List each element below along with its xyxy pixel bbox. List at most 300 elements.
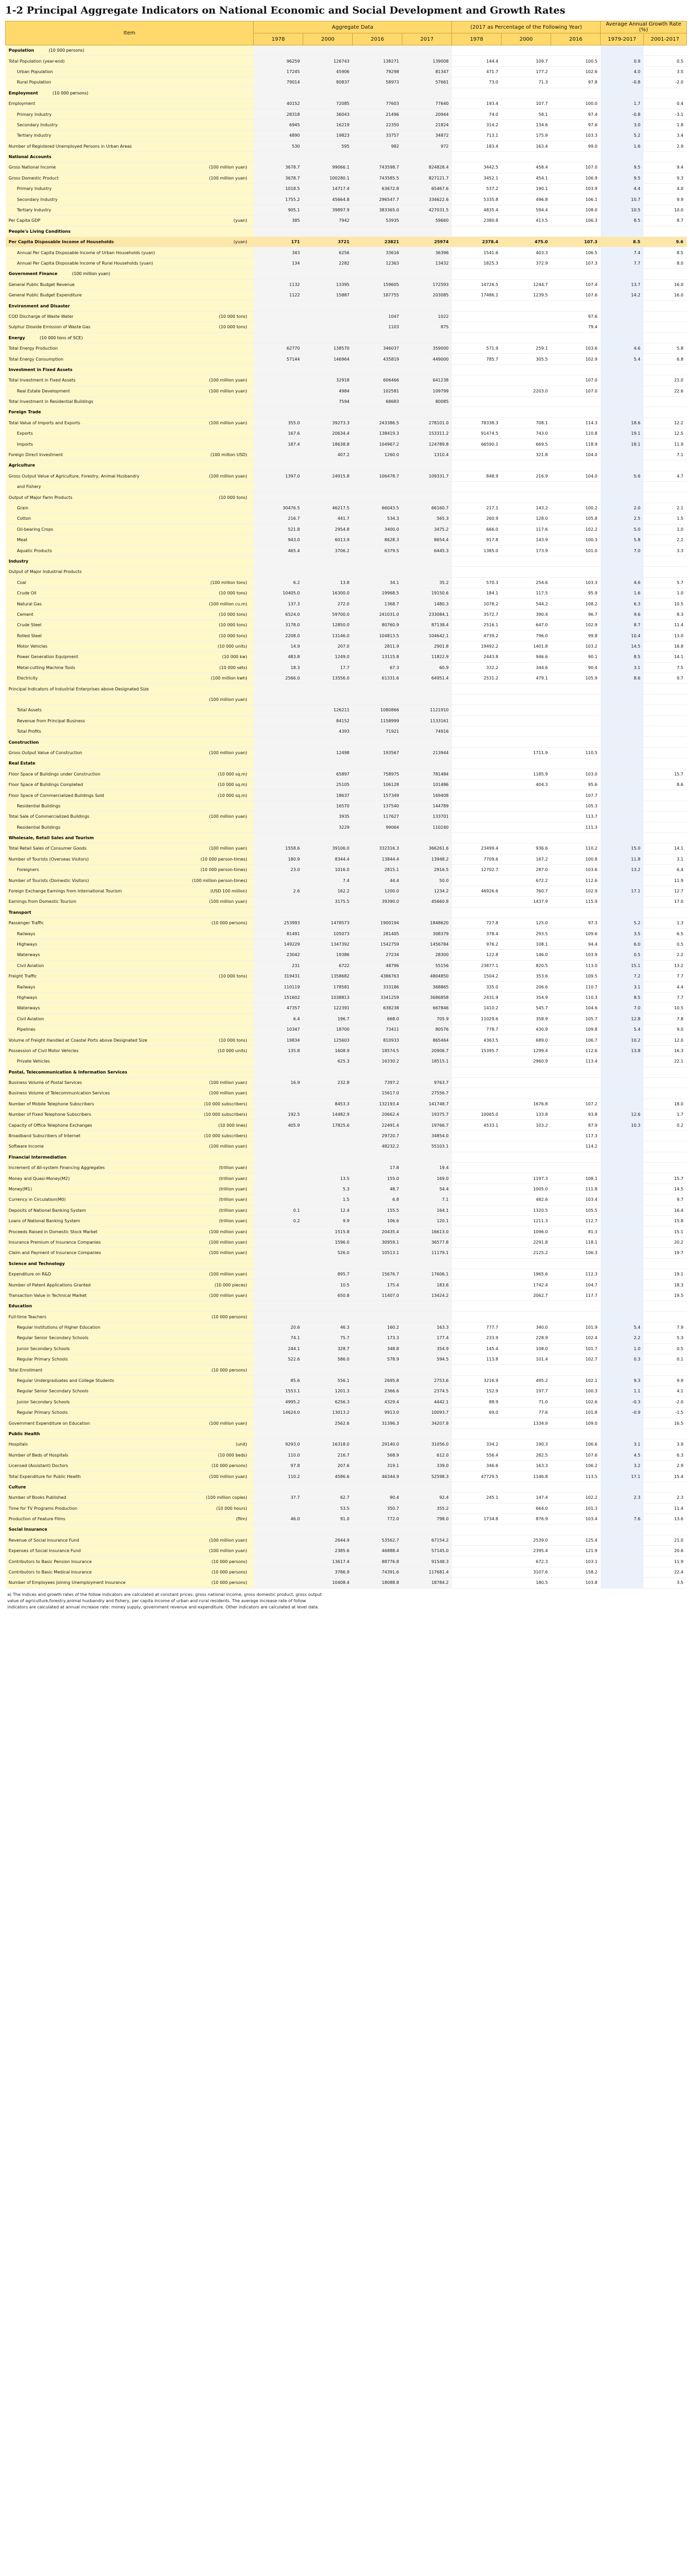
percentage-value: 109.8	[551, 1024, 601, 1034]
section-title	[6, 1524, 254, 1535]
aggregate-value	[254, 386, 303, 396]
growth-rate-value: 18.0	[643, 1099, 686, 1109]
percentage-value	[452, 482, 502, 492]
aggregate-value: 54.4	[402, 1184, 452, 1194]
aggregate-value: 16219	[303, 120, 353, 130]
indicator-label: Construction	[8, 740, 39, 745]
growth-rate-value: 6.0	[601, 939, 643, 949]
table-row	[6, 843, 687, 854]
percentage-value	[502, 1428, 551, 1439]
growth-rate-value: 9.5	[601, 162, 643, 173]
percentage-value: 90.1	[551, 652, 601, 662]
growth-rate-value: 16.0	[643, 290, 686, 300]
aggregate-value	[254, 694, 303, 705]
percentage-value: 97.6	[551, 120, 601, 130]
aggregate-value	[353, 1301, 402, 1311]
percentage-value	[502, 758, 551, 769]
percentage-value	[551, 684, 601, 694]
growth-rate-value	[643, 88, 686, 98]
percentage-value	[551, 1088, 601, 1099]
aggregate-value: 4984	[303, 386, 353, 396]
percentage-value	[502, 407, 551, 418]
table-row	[6, 992, 687, 1003]
growth-rate-value	[601, 684, 643, 694]
aggregate-value	[303, 1141, 353, 1152]
indicator-label: Grain	[17, 505, 29, 510]
growth-rate-value: 1.6	[601, 141, 643, 151]
percentage-value: 107.0	[551, 375, 601, 386]
indicator-name	[6, 141, 254, 151]
growth-rate-value	[601, 726, 643, 737]
aggregate-value: 1103	[353, 322, 402, 332]
table-row	[6, 354, 687, 364]
indicator-name	[6, 1546, 254, 1556]
aggregate-value: 606466	[353, 375, 402, 386]
aggregate-value: 1347392	[303, 939, 353, 949]
indicator-name	[6, 1184, 254, 1194]
aggregate-value	[254, 1248, 303, 1258]
growth-rate-value: 13.8	[601, 1045, 643, 1056]
aggregate-value: 28318	[254, 109, 303, 120]
aggregate-value	[303, 151, 353, 162]
percentage-value	[502, 812, 551, 822]
indicator-name	[6, 1503, 254, 1513]
percentage-value: 785.7	[452, 354, 502, 364]
indicator-name	[6, 1354, 254, 1365]
table-row	[6, 1141, 687, 1152]
aggregate-value: 243386.5	[353, 418, 402, 428]
percentage-value: 107.7	[502, 98, 551, 109]
header-pct-year: 2016	[551, 33, 601, 45]
percentage-value: 17486.1	[452, 290, 502, 300]
aggregate-value: 99064	[353, 822, 402, 832]
growth-rate-value	[643, 705, 686, 715]
indicator-label: Claim and Payment of Insurance Companies	[8, 1250, 101, 1256]
table-row	[6, 1110, 687, 1120]
indicator-unit: (100 million copies)	[206, 1495, 247, 1500]
indicator-name	[6, 854, 254, 864]
growth-rate-value	[643, 1163, 686, 1173]
growth-rate-value	[643, 1077, 686, 1088]
indicator-label: Environment and Disaster	[8, 303, 70, 308]
aggregate-value: 18088.8	[353, 1578, 402, 1588]
indicator-label: Full-time Teachers	[8, 1314, 46, 1319]
aggregate-value: 15887	[303, 290, 353, 300]
table-row	[6, 1163, 687, 1173]
aggregate-value: 102581	[353, 386, 402, 396]
aggregate-value: 4995.2	[254, 1397, 303, 1407]
percentage-value	[452, 407, 502, 418]
growth-rate-value	[643, 407, 686, 418]
aggregate-value: 4386763	[353, 971, 402, 981]
indicator-name	[6, 662, 254, 673]
aggregate-value	[254, 449, 303, 460]
indicator-name	[6, 1365, 254, 1375]
aggregate-value: 1249.0	[303, 652, 353, 662]
aggregate-value: 1201.3	[303, 1386, 353, 1397]
growth-rate-value	[601, 1056, 643, 1067]
aggregate-value: 355.0	[254, 418, 303, 428]
table-row	[6, 1088, 687, 1099]
indicator-unit: (100 million yuan)	[209, 1421, 247, 1426]
percentage-value	[452, 1077, 502, 1088]
aggregate-value: 207.0	[303, 641, 353, 651]
indicator-name	[6, 514, 254, 524]
percentage-value: 144.4	[452, 56, 502, 66]
growth-rate-value	[601, 790, 643, 801]
aggregate-value: 1310.4	[402, 449, 452, 460]
header-agg-year: 1978	[254, 33, 303, 45]
aggregate-value: 1608.9	[303, 1045, 353, 1056]
percentage-value: 372.9	[502, 258, 551, 268]
indicator-label: Number of Mobile Telephone Subscribers	[8, 1101, 94, 1106]
percentage-value	[452, 396, 502, 407]
percentage-value: 102.2	[551, 524, 601, 534]
aggregate-value: 57661	[402, 77, 452, 88]
aggregate-value: 19375.7	[402, 1110, 452, 1120]
percentage-value: 344.6	[502, 662, 551, 673]
aggregate-value: 74916	[402, 726, 452, 737]
percentage-value: 647.0	[502, 620, 551, 630]
table-row	[6, 1077, 687, 1088]
indicator-unit: (100 million yuan)	[209, 165, 247, 170]
indicator-name	[6, 918, 254, 928]
growth-rate-value	[643, 1524, 686, 1535]
aggregate-value: 17825.6	[303, 1120, 353, 1130]
percentage-value	[551, 758, 601, 769]
aggregate-value: 3175.5	[303, 897, 353, 907]
aggregate-value	[353, 1152, 402, 1162]
indicator-label: General Public Budget Expenditure	[8, 293, 82, 298]
indicator-label: Number of Tourists (Overseas Visitors)	[8, 856, 89, 862]
percentage-value: 413.5	[502, 216, 551, 226]
indicator-label: Production of Feature Films	[8, 1517, 66, 1522]
aggregate-value: 6524.0	[254, 609, 303, 619]
indicator-unit: (trillion yuan)	[219, 1197, 247, 1202]
indicator-name	[6, 779, 254, 790]
aggregate-value: 241031.0	[353, 609, 402, 619]
indicator-label: Money(M1)	[8, 1186, 32, 1191]
percentage-value	[452, 1248, 502, 1258]
indicator-name	[6, 1386, 254, 1397]
growth-rate-value: 3.5	[643, 1578, 686, 1588]
percentage-value: 110.5	[551, 747, 601, 758]
aggregate-value: 17.7	[303, 662, 353, 673]
percentage-value	[452, 737, 502, 747]
growth-rate-value: 10.5	[643, 1003, 686, 1013]
aggregate-value	[254, 812, 303, 822]
indicator-name	[6, 503, 254, 513]
table-row	[6, 1269, 687, 1279]
aggregate-value	[402, 460, 452, 471]
aggregate-value: 133701	[402, 812, 452, 822]
aggregate-value	[402, 492, 452, 503]
percentage-value: 190.1	[502, 184, 551, 194]
aggregate-value: 0.2	[254, 1215, 303, 1226]
percentage-value: 104.6	[551, 1003, 601, 1013]
indicator-label: Natural Gas	[17, 601, 42, 606]
percentage-value: 87.9	[551, 1120, 601, 1130]
table-row	[6, 1024, 687, 1034]
growth-rate-value: 10.0	[643, 205, 686, 215]
growth-rate-value: 4.0	[643, 184, 686, 194]
percentage-value: 88.9	[452, 1397, 502, 1407]
growth-rate-value: 10.2	[601, 1035, 643, 1045]
table-row	[6, 109, 687, 120]
growth-rate-value	[643, 45, 686, 56]
percentage-value	[502, 1130, 551, 1141]
percentage-value: 5335.8	[452, 194, 502, 205]
percentage-value: 1734.8	[452, 1513, 502, 1524]
indicator-name	[6, 1237, 254, 1247]
indicator-label: Deposits of National Banking System	[8, 1208, 86, 1213]
table-row	[6, 630, 687, 641]
aggregate-value	[254, 758, 303, 769]
indicator-unit: (100 million person-times)	[192, 878, 247, 883]
growth-rate-value: 21.0	[643, 1535, 686, 1545]
percentage-value: 23499.4	[452, 843, 502, 854]
aggregate-value: 46888.4	[353, 1546, 402, 1556]
aggregate-value: 60.9	[402, 662, 452, 673]
aggregate-value: 23042	[254, 950, 303, 960]
indicator-name	[6, 865, 254, 875]
aggregate-value: 6379.5	[353, 545, 402, 556]
indicator-name	[6, 822, 254, 832]
growth-rate-value	[643, 492, 686, 503]
table-row	[6, 205, 687, 215]
aggregate-value	[303, 567, 353, 577]
percentage-value: 4835.4	[452, 205, 502, 215]
indicator-label: Government Expenditure on Education	[8, 1421, 90, 1426]
aggregate-value	[303, 1482, 353, 1492]
indicator-label: Revenue from Principal Business	[17, 718, 85, 723]
aggregate-value: 4393	[303, 726, 353, 737]
indicator-label: Total Profits	[17, 729, 41, 734]
growth-rate-value: 2.2	[643, 534, 686, 545]
percentage-value	[502, 482, 551, 492]
aggregate-value: 1122	[254, 290, 303, 300]
aggregate-value: 578.9	[353, 1354, 402, 1365]
indicator-label: Waterways	[17, 1006, 40, 1011]
growth-rate-value	[601, 907, 643, 917]
aggregate-value: 556.1	[303, 1375, 353, 1386]
growth-rate-value	[601, 407, 643, 418]
indicator-unit: (100 million yuan)	[72, 271, 111, 277]
aggregate-value: 253993	[254, 918, 303, 928]
indicator-unit: (100 million yuan)	[209, 846, 247, 851]
percentage-value: 217.1	[452, 503, 502, 513]
growth-rate-value: 14.5	[601, 641, 643, 651]
percentage-value: 106.3	[551, 1248, 601, 1258]
table-row	[6, 620, 687, 630]
growth-rate-value: 7.0	[601, 545, 643, 556]
percentage-value	[452, 1099, 502, 1109]
table-row	[6, 503, 687, 513]
indicator-name	[6, 673, 254, 684]
aggregate-value: 34.1	[353, 577, 402, 588]
percentage-value: 105.3	[551, 801, 601, 811]
indicator-label: Total Energy Production	[8, 346, 58, 351]
aggregate-value: 385	[254, 216, 303, 226]
aggregate-value	[254, 1535, 303, 1545]
growth-rate-value: 9.3	[601, 1375, 643, 1386]
percentage-value: 708.1	[502, 418, 551, 428]
growth-rate-value	[643, 151, 686, 162]
aggregate-value: 77640	[402, 98, 452, 109]
aggregate-value	[254, 1067, 303, 1077]
aggregate-value: 1358682	[303, 971, 353, 981]
aggregate-value	[402, 832, 452, 843]
growth-rate-value	[601, 1184, 643, 1194]
aggregate-value: 522.6	[254, 1354, 303, 1365]
growth-rate-value	[601, 1428, 643, 1439]
growth-rate-value: 11.9	[643, 439, 686, 449]
section-title	[6, 460, 254, 471]
percentage-value	[551, 1301, 601, 1311]
percentage-value: 158.2	[551, 1567, 601, 1577]
aggregate-value	[353, 460, 402, 471]
indicator-label: Foreign Direct Investment	[8, 452, 63, 458]
aggregate-value: 162.2	[303, 886, 353, 896]
percentage-value: 102.9	[551, 886, 601, 896]
percentage-value	[551, 1152, 601, 1162]
percentage-value	[452, 705, 502, 715]
growth-rate-value: 13.2	[643, 960, 686, 971]
percentage-value	[502, 694, 551, 705]
indicator-unit: (trillion yuan)	[219, 1176, 247, 1181]
indicator-unit: (USD 100 million)	[210, 889, 247, 894]
growth-rate-value	[601, 1088, 643, 1099]
aggregate-value: 90.4	[353, 1493, 402, 1503]
aggregate-value	[254, 1056, 303, 1067]
growth-rate-value	[601, 1578, 643, 1588]
indicator-name	[6, 950, 254, 960]
aggregate-value	[254, 311, 303, 321]
percentage-value: 305.5	[502, 354, 551, 364]
percentage-value	[551, 1482, 601, 1492]
percentage-value: 197.7	[502, 1386, 551, 1397]
percentage-value: 118.9	[551, 439, 601, 449]
percentage-value	[551, 407, 601, 418]
table-row	[6, 747, 687, 758]
percentage-value: 105.8	[551, 514, 601, 524]
aggregate-value: 10.5	[303, 1280, 353, 1290]
growth-rate-value	[601, 311, 643, 321]
indicator-name	[6, 1450, 254, 1460]
table-row	[6, 1365, 687, 1375]
percentage-value: 1146.8	[502, 1471, 551, 1482]
aggregate-value: 25105	[303, 779, 353, 790]
indicator-name	[6, 98, 254, 109]
percentage-value: 1965.6	[502, 1269, 551, 1279]
indicator-label: Increment of All-system Financing Aggregates	[8, 1165, 105, 1171]
percentage-value	[502, 1482, 551, 1492]
aggregate-value	[303, 737, 353, 747]
aggregate-value: 91.0	[303, 1513, 353, 1524]
percentage-value: 110.2	[551, 843, 601, 854]
growth-rate-value: 7.9	[643, 1322, 686, 1332]
percentage-value	[551, 1311, 601, 1322]
aggregate-value	[303, 1365, 353, 1375]
aggregate-value: 157349	[353, 790, 402, 801]
growth-rate-value	[601, 822, 643, 832]
aggregate-value: 17.8	[353, 1163, 402, 1173]
section-row	[6, 332, 687, 343]
percentage-value	[452, 1130, 502, 1141]
percentage-value: 10065.0	[452, 1110, 502, 1120]
aggregate-value: 1022	[402, 311, 452, 321]
indicator-unit: (100 million yuan)	[209, 1548, 247, 1554]
percentage-value	[452, 1226, 502, 1237]
percentage-value: 259.1	[502, 343, 551, 353]
table-row	[6, 1226, 687, 1237]
aggregate-value: 705.9	[402, 1013, 452, 1024]
growth-rate-value: 7.5	[643, 662, 686, 673]
aggregate-value: 1900194	[353, 918, 402, 928]
percentage-value: 114.2	[551, 1141, 601, 1152]
percentage-value	[452, 567, 502, 577]
percentage-value: 106.3	[551, 216, 601, 226]
indicator-unit: (10 000 tons)	[219, 314, 247, 319]
indicator-label: Principal Indicators of Industrial Enterprises above Designated Size	[8, 686, 149, 691]
aggregate-value	[353, 832, 402, 843]
aggregate-value	[303, 1301, 353, 1311]
table-row	[6, 1439, 687, 1450]
aggregate-value: 1260.0	[353, 449, 402, 460]
indicator-label: Private Vehicles	[17, 1059, 50, 1064]
indicator-label: Contributors to Basic Medical Insurance	[8, 1570, 92, 1575]
percentage-value: 669.5	[502, 439, 551, 449]
aggregate-value: 798.0	[402, 1513, 452, 1524]
aggregate-value	[353, 1428, 402, 1439]
indicator-unit: (10 000 sq.m)	[218, 793, 247, 798]
footnote-line: indicators are calculated at annual increase rate: money supply, government revenue and expenditure. Other indicators are calculated at level data.	[7, 1604, 319, 1609]
percentage-value: 73.0	[452, 77, 502, 88]
percentage-value: 115.9	[551, 897, 601, 907]
percentage-value: 79.4	[551, 322, 601, 332]
table-row	[6, 247, 687, 258]
percentage-value: 184.1	[452, 588, 502, 598]
aggregate-value: 20906.7	[402, 1045, 452, 1056]
percentage-value	[502, 1088, 551, 1099]
percentage-value	[452, 1567, 502, 1577]
section-row	[6, 907, 687, 917]
section-title	[6, 1428, 254, 1439]
indicator-unit: (10 000 units)	[218, 644, 247, 649]
growth-rate-value: 6.3	[643, 1450, 686, 1460]
percentage-value: 69.0	[452, 1408, 502, 1418]
percentage-value: 102.6	[551, 1397, 601, 1407]
growth-rate-value	[601, 386, 643, 396]
aggregate-value: 530	[254, 141, 303, 151]
growth-rate-value	[643, 737, 686, 747]
aggregate-value	[402, 1152, 452, 1162]
indicator-unit: (10 000 persons)	[211, 921, 247, 926]
percentage-value	[502, 1163, 551, 1173]
indicator-label: Annual Per Capita Disposable Income of Rural Households (yuan)	[17, 261, 153, 266]
aggregate-value: 9913.0	[353, 1408, 402, 1418]
percentage-value: 143.2	[502, 503, 551, 513]
percentage-value: 78338.3	[452, 418, 502, 428]
percentage-value: 103.6	[551, 343, 601, 353]
percentage-value	[502, 301, 551, 311]
table-row	[6, 801, 687, 811]
percentage-value: 101.7	[551, 1343, 601, 1354]
growth-rate-value	[643, 226, 686, 236]
indicator-unit: (10 000 beds)	[218, 1452, 247, 1458]
indicator-name	[6, 652, 254, 662]
percentage-value: 3572.7	[452, 609, 502, 619]
